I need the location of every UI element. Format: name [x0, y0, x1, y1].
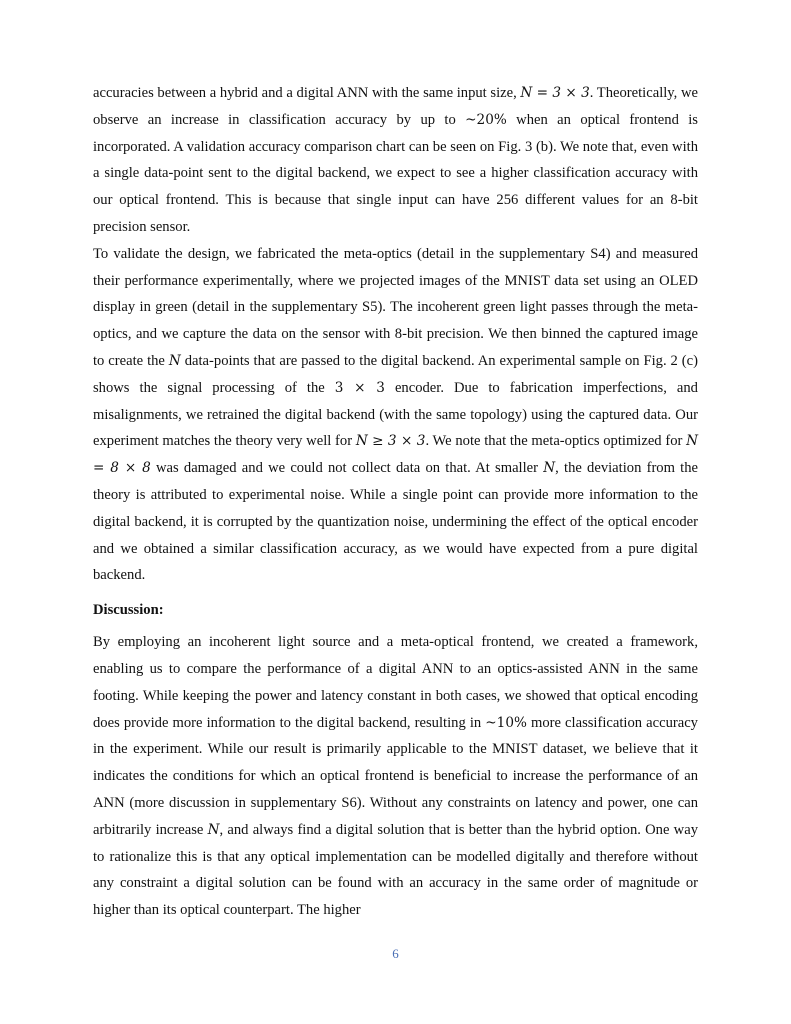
- math-inline: N: [207, 821, 220, 838]
- math-inline: N ≥ 3 × 3: [355, 433, 426, 450]
- text-run: was damaged and we could not collect data on that. At smaller: [150, 460, 544, 477]
- math-inline: N: [543, 460, 556, 477]
- text-run: . We note that the meta-optics optimized for: [425, 433, 687, 450]
- math-inline: N: [168, 352, 181, 369]
- text-run: By employing an incoherent light source and a meta-optical frontend, we created a framework, enabling us to compare the performance of a digital ANN to an optics-assisted ANN in the same footing. While keeping the power and latency constant in both cases, we showed that optical encoding does provide more information to the digital backend, resulting in: [93, 634, 698, 731]
- section-heading-discussion: Discussion:: [93, 602, 164, 619]
- paragraph-discussion: [93, 629, 698, 924]
- page-number: 6: [392, 946, 399, 961]
- text-run: . Theoretically, we observe an increase in classification accuracy by up to: [93, 85, 698, 128]
- text-run: accuracies between a hybrid and a digital ANN with the same input size,: [93, 85, 521, 101]
- text-run: , the deviation from the theory is attributed to experimental noise. While a single point can provide more information to the digital backend, it is corrupted by the quantization noise, undermining the effect of the optical encoder and we obtained a similar classification accuracy, as we would have expected from a pure digital backend.: [93, 460, 699, 584]
- math-inline: N = 3 × 3: [520, 85, 590, 101]
- math-inline: ~20%: [465, 111, 507, 128]
- text-run: encoder. Due to fabrication imperfections, and misalignments, we retrained the digital backend (with the same topology) using the captured data. Our experiment matches the theory very well for: [93, 379, 698, 450]
- text-run: more classification accuracy in the experiment. While our result is primarily applicable to the MNIST dataset, we believe that it indicates the conditions for which an optical frontend is beneficial to increase the performance of an ANN (more discussion in supplementary S6). Without any constraints on latency and power, one can arbitrarily increase: [93, 714, 698, 838]
- paragraph-results-2: [93, 241, 698, 589]
- text-run: , and always find a digital solution that is better than the hybrid option. One way to rationalize this is that any optical implementation can be modelled digitally and therefore without any constraint a digital solution can be found with an accuracy in the same order of magnitude or higher than its optical counterpart. The higher: [93, 821, 698, 919]
- text-run: when an optical frontend is incorporated. A validation accuracy comparison chart can be seen on Fig. 3 (b). We note that, even with a single data-point sent to the digital backend, we expect to see a higher classification accuracy with our optical frontend. This is because that single input can have 256 different values for an 8-bit precision sensor.: [93, 111, 698, 235]
- paragraph-results-1: [93, 80, 698, 241]
- math-inline: N = 8 × 8: [93, 433, 699, 477]
- page-body: [93, 80, 698, 924]
- math-inline: ~10%: [485, 714, 527, 731]
- text-run: data-points that are passed to the digital backend. An experimental sample on Fig. 2 (c) shows the signal processing of the: [93, 352, 699, 396]
- math-inline: 3 × 3: [334, 379, 385, 396]
- text-run: To validate the design, we fabricated the meta-optics (detail in the supplementary S4) and measured their performance experimentally, where we projected images of the MNIST data set using an OLED display in green (detail in the supplementary S5). The incoherent green light passes through the meta-optics, and we capture the data on the sensor with 8-bit precision. We then binned the captured image to create the: [93, 245, 698, 369]
